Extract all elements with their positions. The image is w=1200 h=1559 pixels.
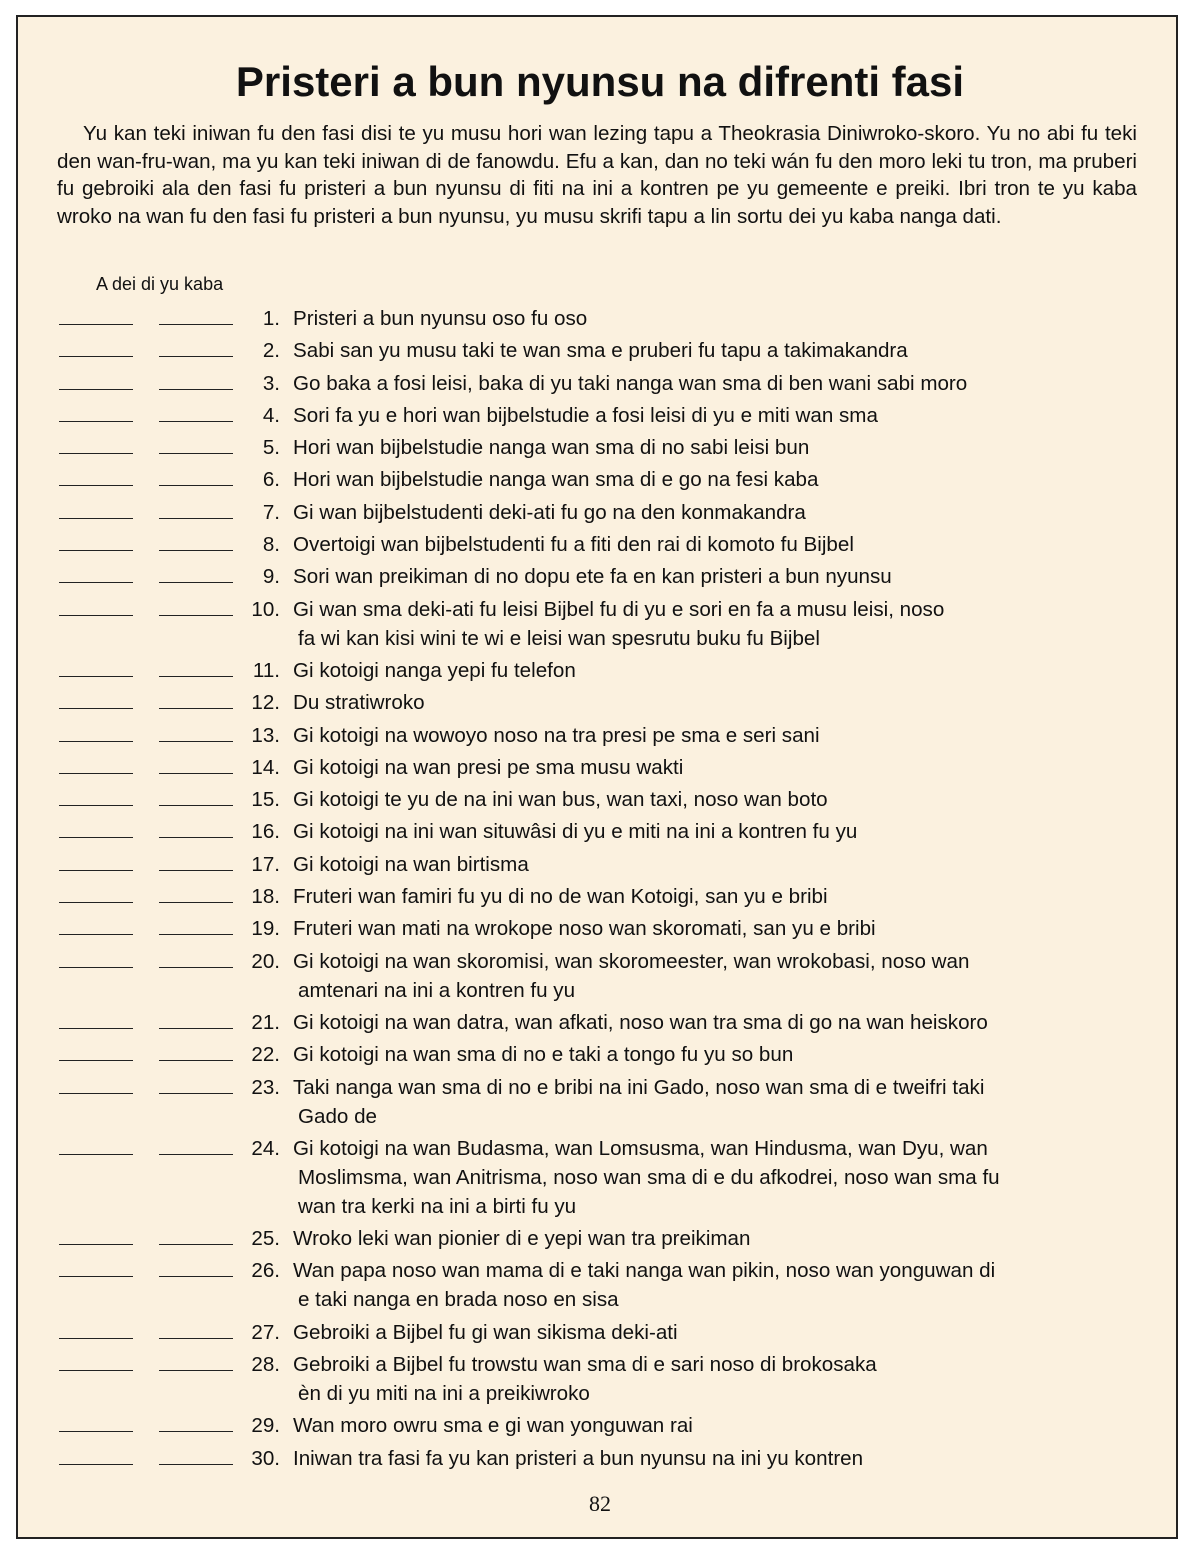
date-blank-line[interactable]	[159, 421, 233, 422]
item-number: 28.	[251, 1353, 280, 1377]
date-blank-line[interactable]	[159, 1028, 233, 1029]
date-blank-line[interactable]	[159, 1060, 233, 1061]
date-blank-line[interactable]	[159, 708, 233, 709]
item-text	[293, 1040, 1123, 1069]
date-blank-line[interactable]	[59, 615, 133, 616]
item-text	[293, 1134, 1123, 1221]
item-text-line: Gi kotoigi na wan Budasma, wan Lomsusma, wan Hindusma, wan Dyu, wan	[293, 1136, 988, 1160]
item-number: 11.	[252, 658, 280, 682]
item-number: 10.	[251, 597, 280, 621]
item-text	[293, 465, 1123, 494]
item-text-line: Gi kotoigi na wan birtisma	[293, 852, 529, 876]
item-text	[293, 530, 1123, 559]
page-number: 82	[589, 1491, 611, 1516]
date-blank-line[interactable]	[59, 453, 133, 454]
checklist-item	[0, 562, 1200, 591]
item-text-line: Taki nanga wan sma di no e bribi na ini Gado, noso wan sma di e tweifri taki	[293, 1075, 985, 1099]
checklist-item	[0, 1073, 1200, 1131]
item-number: 7.	[262, 500, 280, 524]
item-number: 27.	[251, 1320, 280, 1344]
item-text-line: Gi kotoigi na wan sma di no e taki a tongo fu yu so bun	[293, 1043, 794, 1067]
checklist-item	[0, 1444, 1200, 1473]
item-number: 22.	[251, 1043, 280, 1067]
item-text-line: Gi kotoigi nanga yepi fu telefon	[293, 658, 576, 682]
item-number: 18.	[251, 885, 280, 909]
checklist-item	[0, 530, 1200, 559]
date-blank-line[interactable]	[159, 1276, 233, 1277]
item-text-line: Sori wan preikiman di no dopu ete fa en kan pristeri a bun nyunsu	[293, 565, 892, 589]
item-text-line: Gi kotoigi na wowoyo noso na tra presi pe sma e seri sani	[293, 723, 820, 747]
item-text	[293, 1350, 1123, 1408]
date-blank-line[interactable]	[59, 1370, 133, 1371]
checklist-item	[0, 914, 1200, 943]
page-title: Pristeri a bun nyunsu na difrenti fasi	[235, 58, 965, 105]
date-blank-line[interactable]	[59, 1431, 133, 1432]
item-text-line: Gado de	[298, 1104, 378, 1128]
checklist-item	[0, 882, 1200, 911]
checklist-item	[0, 721, 1200, 750]
date-blank-line[interactable]	[59, 1060, 133, 1061]
checklist-item	[0, 595, 1200, 653]
date-blank-line[interactable]	[159, 1431, 233, 1432]
item-number: 17.	[251, 852, 280, 876]
method-checklist	[0, 304, 1200, 1476]
item-number: 23.	[251, 1075, 280, 1099]
date-blank-line[interactable]	[59, 967, 133, 968]
item-number: 8.	[262, 533, 280, 557]
date-blank-line[interactable]	[159, 1338, 233, 1339]
date-blank-line[interactable]	[159, 1093, 233, 1094]
item-text	[293, 336, 1123, 365]
item-text	[293, 882, 1123, 911]
date-blank-line[interactable]	[59, 837, 133, 838]
date-blank-line[interactable]	[59, 1338, 133, 1339]
item-text-line: Gi kotoigi na wan skoromisi, wan skoromeester, wan wrokobasi, noso wan	[293, 949, 970, 973]
item-text	[293, 817, 1123, 846]
item-text-line: Hori wan bijbelstudie nanga wan sma di no sabi leisi bun	[293, 436, 810, 460]
intro-paragraph: Yu kan teki iniwan fu den fasi disi te yu musu hori wan lezing tapu a Theokrasia Diniwroko-skoro. Yu no abi fu teki den wan-fru-wan, ma yu kan teki iniwan di de fanowdu. Efu a kan, dan no teki wán fu den moro leki tu tron, ma pruberi fu gebroiki ala den fasi fu pristeri a bun nyunsu di fiti na ini a kontren pe yu gemeente e preiki. Ibri tron te yu kaba wroko na wan fu den fasi fu pristeri a bun nyunsu, yu musu skrifi tapu a lin sortu dei yu kaba nanga dati.	[57, 122, 1137, 228]
checklist-item	[0, 656, 1200, 685]
date-blank-line[interactable]	[159, 870, 233, 871]
date-blank-line[interactable]	[159, 356, 233, 357]
date-blank-line[interactable]	[59, 582, 133, 583]
item-number: 12.	[251, 691, 280, 715]
checklist-item	[0, 465, 1200, 494]
item-text-line: Moslimsma, wan Anitrisma, noso wan sma di e du afkodrei, noso wan sma fu	[298, 1165, 1000, 1189]
checklist-item	[0, 785, 1200, 814]
date-blank-line[interactable]	[59, 934, 133, 935]
item-text-line: Iniwan tra fasi fa yu kan pristeri a bun nyunsu na ini yu kontren	[293, 1446, 864, 1470]
checklist-item	[0, 947, 1200, 1005]
date-blank-line[interactable]	[59, 389, 133, 390]
item-text	[293, 785, 1123, 814]
date-blank-line[interactable]	[159, 615, 233, 616]
item-text-line: Fruteri wan famiri fu yu di no de wan Kotoigi, san yu e bribi	[293, 885, 828, 909]
item-text-line: Gi kotoigi te yu de na ini wan bus, wan taxi, noso wan boto	[293, 788, 828, 812]
item-text	[293, 850, 1123, 879]
item-text	[293, 1256, 1123, 1314]
date-column-header: A dei di yu kaba	[96, 274, 224, 294]
item-text	[293, 304, 1123, 333]
checklist-item	[0, 1256, 1200, 1314]
checklist-item	[0, 1224, 1200, 1253]
item-text	[293, 595, 1123, 653]
item-text	[293, 656, 1123, 685]
item-text	[293, 753, 1123, 782]
item-number: 30.	[251, 1446, 280, 1470]
date-blank-line[interactable]	[159, 967, 233, 968]
date-blank-line[interactable]	[59, 421, 133, 422]
item-text-line: Gi kotoigi na wan presi pe sma musu wakti	[293, 755, 684, 779]
checklist-item	[0, 1008, 1200, 1037]
date-blank-line[interactable]	[159, 453, 233, 454]
date-blank-line[interactable]	[59, 1093, 133, 1094]
item-text-line: Go baka a fosi leisi, baka di yu taki nanga wan sma di ben wani sabi moro	[293, 371, 968, 395]
date-blank-line[interactable]	[159, 805, 233, 806]
checklist-item	[0, 753, 1200, 782]
item-text-line: Gi wan sma deki-ati fu leisi Bijbel fu di yu e sori en fa a musu leisi, noso	[293, 597, 945, 621]
checklist-item	[0, 336, 1200, 365]
item-text-line: Pristeri a bun nyunsu oso fu oso	[293, 307, 588, 330]
checklist-item	[0, 1318, 1200, 1347]
item-text-line: e taki nanga en brada noso en sisa	[298, 1288, 619, 1312]
checklist-item	[0, 304, 1200, 333]
date-blank-line[interactable]	[159, 550, 233, 551]
item-text	[293, 401, 1123, 430]
date-blank-line[interactable]	[59, 550, 133, 551]
checklist-item	[0, 433, 1200, 462]
date-blank-line[interactable]	[59, 518, 133, 519]
item-text	[293, 1073, 1123, 1131]
item-number: 3.	[262, 371, 280, 395]
item-text	[293, 1411, 1123, 1440]
checklist-item	[0, 369, 1200, 398]
checklist-item	[0, 850, 1200, 879]
item-text-line: wan tra kerki na ini a birti fu yu	[298, 1194, 577, 1218]
item-text-line: Fruteri wan mati na wrokope noso wan skoromati, san yu e bribi	[293, 917, 876, 941]
item-number: 2.	[262, 339, 280, 363]
date-blank-line[interactable]	[159, 518, 233, 519]
item-text-line: amtenari na ini a kontren fu yu	[298, 978, 576, 1002]
date-blank-line[interactable]	[159, 1244, 233, 1245]
item-text-line: Du stratiwroko	[293, 691, 425, 715]
date-blank-line[interactable]	[59, 805, 133, 806]
item-text-line: Hori wan bijbelstudie nanga wan sma di e go na fesi kaba	[293, 468, 819, 492]
checklist-item	[0, 688, 1200, 717]
item-text-line: Sori fa yu e hori wan bijbelstudie a fosi leisi di yu e miti wan sma	[293, 403, 878, 427]
item-text-line: Gi wan bijbelstudenti deki-ati fu go na den konmakandra	[293, 500, 806, 524]
date-blank-line[interactable]	[59, 356, 133, 357]
checklist-item	[0, 498, 1200, 527]
item-text	[293, 1444, 1123, 1473]
date-blank-line[interactable]	[159, 1154, 233, 1155]
item-text-line: Gebroiki a Bijbel fu trowstu wan sma di e sari noso di brokosaka	[293, 1353, 877, 1377]
date-blank-line[interactable]	[59, 902, 133, 903]
item-text	[293, 688, 1123, 717]
item-number: 24.	[251, 1136, 280, 1160]
date-blank-line[interactable]	[159, 837, 233, 838]
date-blank-line[interactable]	[59, 676, 133, 677]
item-number: 1.	[262, 307, 280, 330]
checklist-item	[0, 1350, 1200, 1408]
item-text-line: Overtoigi wan bijbelstudenti fu a fiti den rai di komoto fu Bijbel	[293, 533, 854, 557]
item-text-line: Wan papa noso wan mama di e taki nanga wan pikin, noso wan yonguwan di	[293, 1259, 996, 1283]
item-number: 5.	[262, 436, 280, 460]
checklist-item	[0, 1411, 1200, 1440]
item-text	[293, 947, 1123, 1005]
checklist-item	[0, 817, 1200, 846]
item-text	[293, 721, 1123, 750]
date-blank-line[interactable]	[59, 1464, 133, 1465]
date-blank-line[interactable]	[59, 1028, 133, 1029]
date-blank-line[interactable]	[159, 934, 233, 935]
date-blank-line[interactable]	[59, 741, 133, 742]
item-text-line: fa wi kan kisi wini te wi e leisi wan spesrutu buku fu Bijbel	[298, 626, 820, 650]
date-blank-line[interactable]	[159, 902, 233, 903]
item-text	[293, 1318, 1123, 1347]
item-text	[293, 1008, 1123, 1037]
date-blank-line[interactable]	[159, 324, 233, 325]
item-text-line: Gi kotoigi na ini wan situwâsi di yu e miti na ini a kontren fu yu	[293, 820, 858, 844]
date-blank-line[interactable]	[159, 1370, 233, 1371]
item-number: 21.	[251, 1010, 280, 1034]
date-blank-line[interactable]	[59, 708, 133, 709]
item-number: 6.	[262, 468, 280, 492]
item-text-line: Sabi san yu musu taki te wan sma e pruberi fu tapu a takimakandra	[293, 339, 908, 363]
item-number: 20.	[251, 949, 280, 973]
date-blank-line[interactable]	[159, 582, 233, 583]
item-number: 9.	[262, 565, 280, 589]
item-text-line: Gi kotoigi na wan datra, wan afkati, noso wan tra sma di go na wan heiskoro	[293, 1010, 988, 1034]
item-text-line: Gebroiki a Bijbel fu gi wan sikisma deki-ati	[293, 1320, 678, 1344]
item-text	[293, 369, 1123, 398]
date-blank-line[interactable]	[59, 773, 133, 774]
item-number: 26.	[251, 1259, 280, 1283]
date-blank-line[interactable]	[159, 389, 233, 390]
item-number: 15.	[251, 788, 280, 812]
item-text	[293, 498, 1123, 527]
item-text-line: Wroko leki wan pionier di e yepi wan tra preikiman	[293, 1227, 751, 1251]
item-number: 25.	[251, 1227, 280, 1251]
date-blank-line[interactable]	[59, 870, 133, 871]
date-blank-line[interactable]	[159, 773, 233, 774]
checklist-item	[0, 1134, 1200, 1221]
date-blank-line[interactable]	[159, 1464, 233, 1465]
checklist-item	[0, 401, 1200, 430]
date-blank-line[interactable]	[159, 741, 233, 742]
item-number: 14.	[251, 755, 280, 779]
item-number: 16.	[251, 820, 280, 844]
date-blank-line[interactable]	[59, 1244, 133, 1245]
checklist-item	[0, 1040, 1200, 1069]
item-text	[293, 914, 1123, 943]
item-text	[293, 433, 1123, 462]
item-number: 4.	[262, 403, 280, 427]
date-blank-line[interactable]	[59, 324, 133, 325]
item-text	[293, 1224, 1123, 1253]
date-blank-line[interactable]	[159, 676, 233, 677]
date-blank-line[interactable]	[59, 485, 133, 486]
item-number: 29.	[251, 1414, 280, 1438]
item-text	[293, 562, 1123, 591]
date-blank-line[interactable]	[59, 1276, 133, 1277]
item-number: 19.	[251, 917, 280, 941]
item-text-line: èn di yu miti na ini a preikiwroko	[298, 1382, 590, 1406]
item-number: 13.	[251, 723, 280, 747]
date-blank-line[interactable]	[59, 1154, 133, 1155]
item-text-line: Wan moro owru sma e gi wan yonguwan rai	[293, 1414, 693, 1438]
date-blank-line[interactable]	[159, 485, 233, 486]
